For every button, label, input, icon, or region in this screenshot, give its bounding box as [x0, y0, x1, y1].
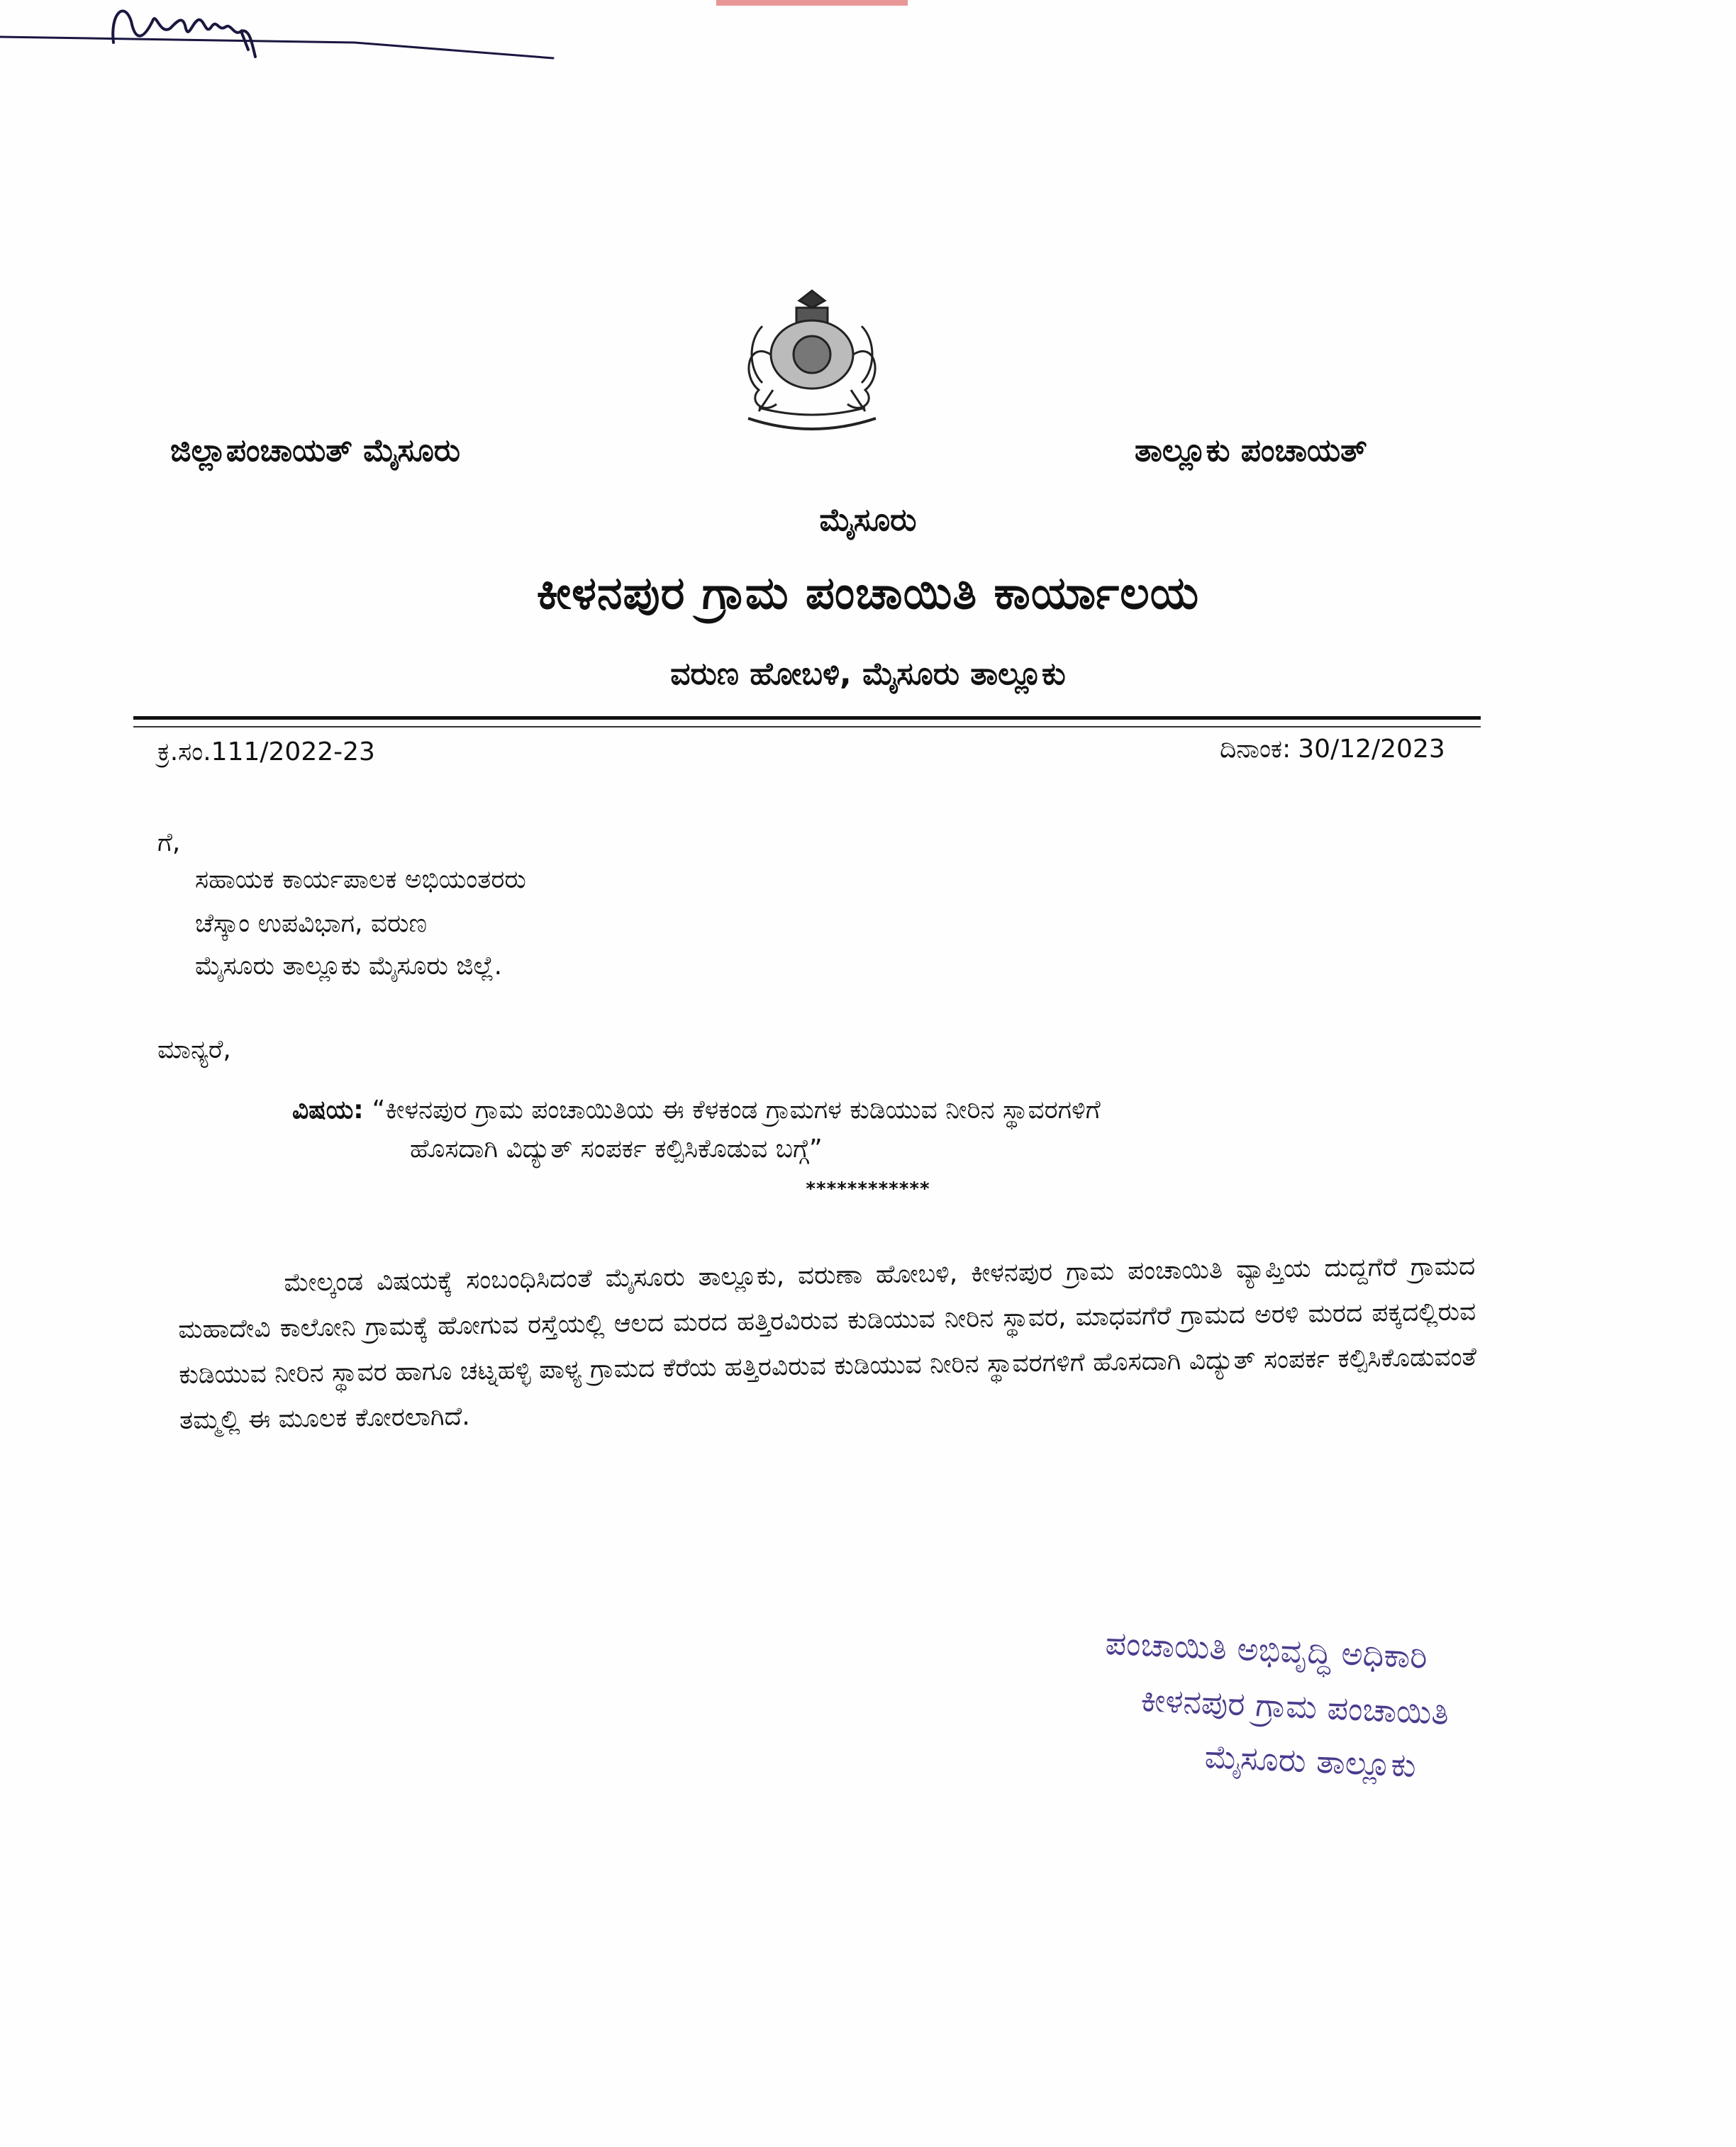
seal-designation: ಪಂಚಾಯಿತಿ ಅಭಿವೃದ್ಧಿ ಅಧಿಕಾರಿ [1104, 1624, 1428, 1676]
address-to: ಗೆ, [157, 828, 181, 857]
seal-taluk: ಮೈಸೂರು ತಾಲ್ಲೂಕು [1203, 1737, 1418, 1785]
date-value: 30/12/2023 [1298, 735, 1445, 764]
subject-separator: ************ [806, 1178, 930, 1200]
address-line-2: ಚೆಸ್ಕಾಂ ಉಪವಿಭಾಗ, ವರುಣ [195, 909, 428, 938]
office-title: ಕೀಳನಪುರ ಗ್ರಾಮ ಪಂಚಾಯಿತಿ ಕಾರ್ಯಾಲಯ [536, 567, 1200, 620]
subject-line-1 [292, 1095, 1101, 1125]
district-panchayat-heading: ಜಿಲ್ಲಾಪಂಚಾಯತ್ ಮೈಸೂರು [170, 433, 461, 469]
hobli-subtitle: ವರುಣ ಹೋಬಳಿ, ಮೈಸೂರು ತಾಲ್ಲೂಕು [670, 656, 1066, 692]
handwritten-signature [0, 0, 567, 128]
state-emblem-icon [720, 277, 904, 440]
subject-text-1: “ಕೀಳನಪುರ ಗ್ರಾಮ ಪಂಚಾಯಿತಿಯ ಈ ಕೆಳಕಂಡ ಗ್ರಾಮಗಳ ಕುಡಿಯುವ ನೀರಿನ ಸ್ಥಾವರಗಳಿಗೆ [372, 1095, 1101, 1125]
header-divider [133, 716, 1481, 720]
letter-body: ಮೇಲ್ಕಂಡ ವಿಷಯಕ್ಕೆ ಸಂಬಂಧಿಸಿದಂತೆ ಮೈಸೂರು ತಾಲ್ಲೂಕು, ವರುಣಾ ಹೋಬಳಿ, ಕೀಳನಪುರ ಗ್ರಾಮ ಪಂಚಾಯಿತಿ ವ್ಯಾಪ್ತಿಯ ದುದ್ದಗೆರೆ ಗ್ರಾಮದ ಮಹಾದೇವಿ ಕಾಲೋನಿ ಗ್ರಾಮಕ್ಕೆ ಹೋಗುವ ರಸ್ತೆಯಲ್ಲಿ ಆಲದ ಮರದ ಹತ್ತಿರವಿರುವ ಕುಡಿಯುವ ನೀರಿನ ಸ್ಥಾವರ, ಮಾಧವಗೆರೆ ಗ್ರಾಮದ ಅರಳಿ ಮರದ ಪಕ್ಕದಲ್ಲಿರುವ ಕುಡಿಯುವ ನೀರಿನ ಸ್ಥಾವರ ಹಾಗೂ ಚಟ್ನಹಳ್ಳಿ ಪಾಳ್ಯ ಗ್ರಾಮದ ಕೆರೆಯ ಹತ್ತಿರವಿರುವ ಕುಡಿಯುವ ನೀರಿನ ಸ್ಥಾವರಗಳಿಗೆ ಹೊಸದಾಗಿ ವಿದ್ಯುತ್ ಸಂಪರ್ಕ ಕಲ್ಪಿಸಿಕೊಡುವಂತೆ ತಮ್ಮಲ್ಲಿ ಈ ಮೂಲಕ ಕೋರಲಾಗಿದೆ. [178, 1251, 1477, 1435]
top-edge-mark [716, 0, 908, 6]
subject-label: ವಿಷಯ: [292, 1095, 364, 1125]
address-line-1: ಸಹಾಯಕ ಕಾರ್ಯಪಾಲಕ ಅಭಿಯಂತರರು [195, 865, 526, 894]
date-label: ದಿನಾಂಕ: [1220, 735, 1291, 764]
city-heading: ಮೈಸೂರು [819, 502, 917, 538]
address-line-3: ಮೈಸೂರು ತಾಲ್ಲೂಕು ಮೈಸೂರು ಜಿಲ್ಲೆ. [195, 952, 503, 981]
letter-date [1220, 735, 1445, 764]
seal-office: ಕೀಳನಪುರ ಗ್ರಾಮ ಪಂಚಾಯಿತಿ [1140, 1680, 1450, 1732]
header-divider-thin [133, 726, 1481, 727]
reference-number: ಕ್ರ.ಸಂ.111/2022-23 [157, 737, 375, 766]
salutation: ಮಾನ್ಯರೆ, [157, 1035, 231, 1064]
subject-line-2: ಹೊಸದಾಗಿ ವಿದ್ಯುತ್ ಸಂಪರ್ಕ ಕಲ್ಪಿಸಿಕೊಡುವ ಬಗ್ಗೆ” [410, 1134, 823, 1164]
taluk-panchayat-heading: ತಾಲ್ಲೂಕು ಪಂಚಾಯತ್ [1135, 433, 1367, 469]
